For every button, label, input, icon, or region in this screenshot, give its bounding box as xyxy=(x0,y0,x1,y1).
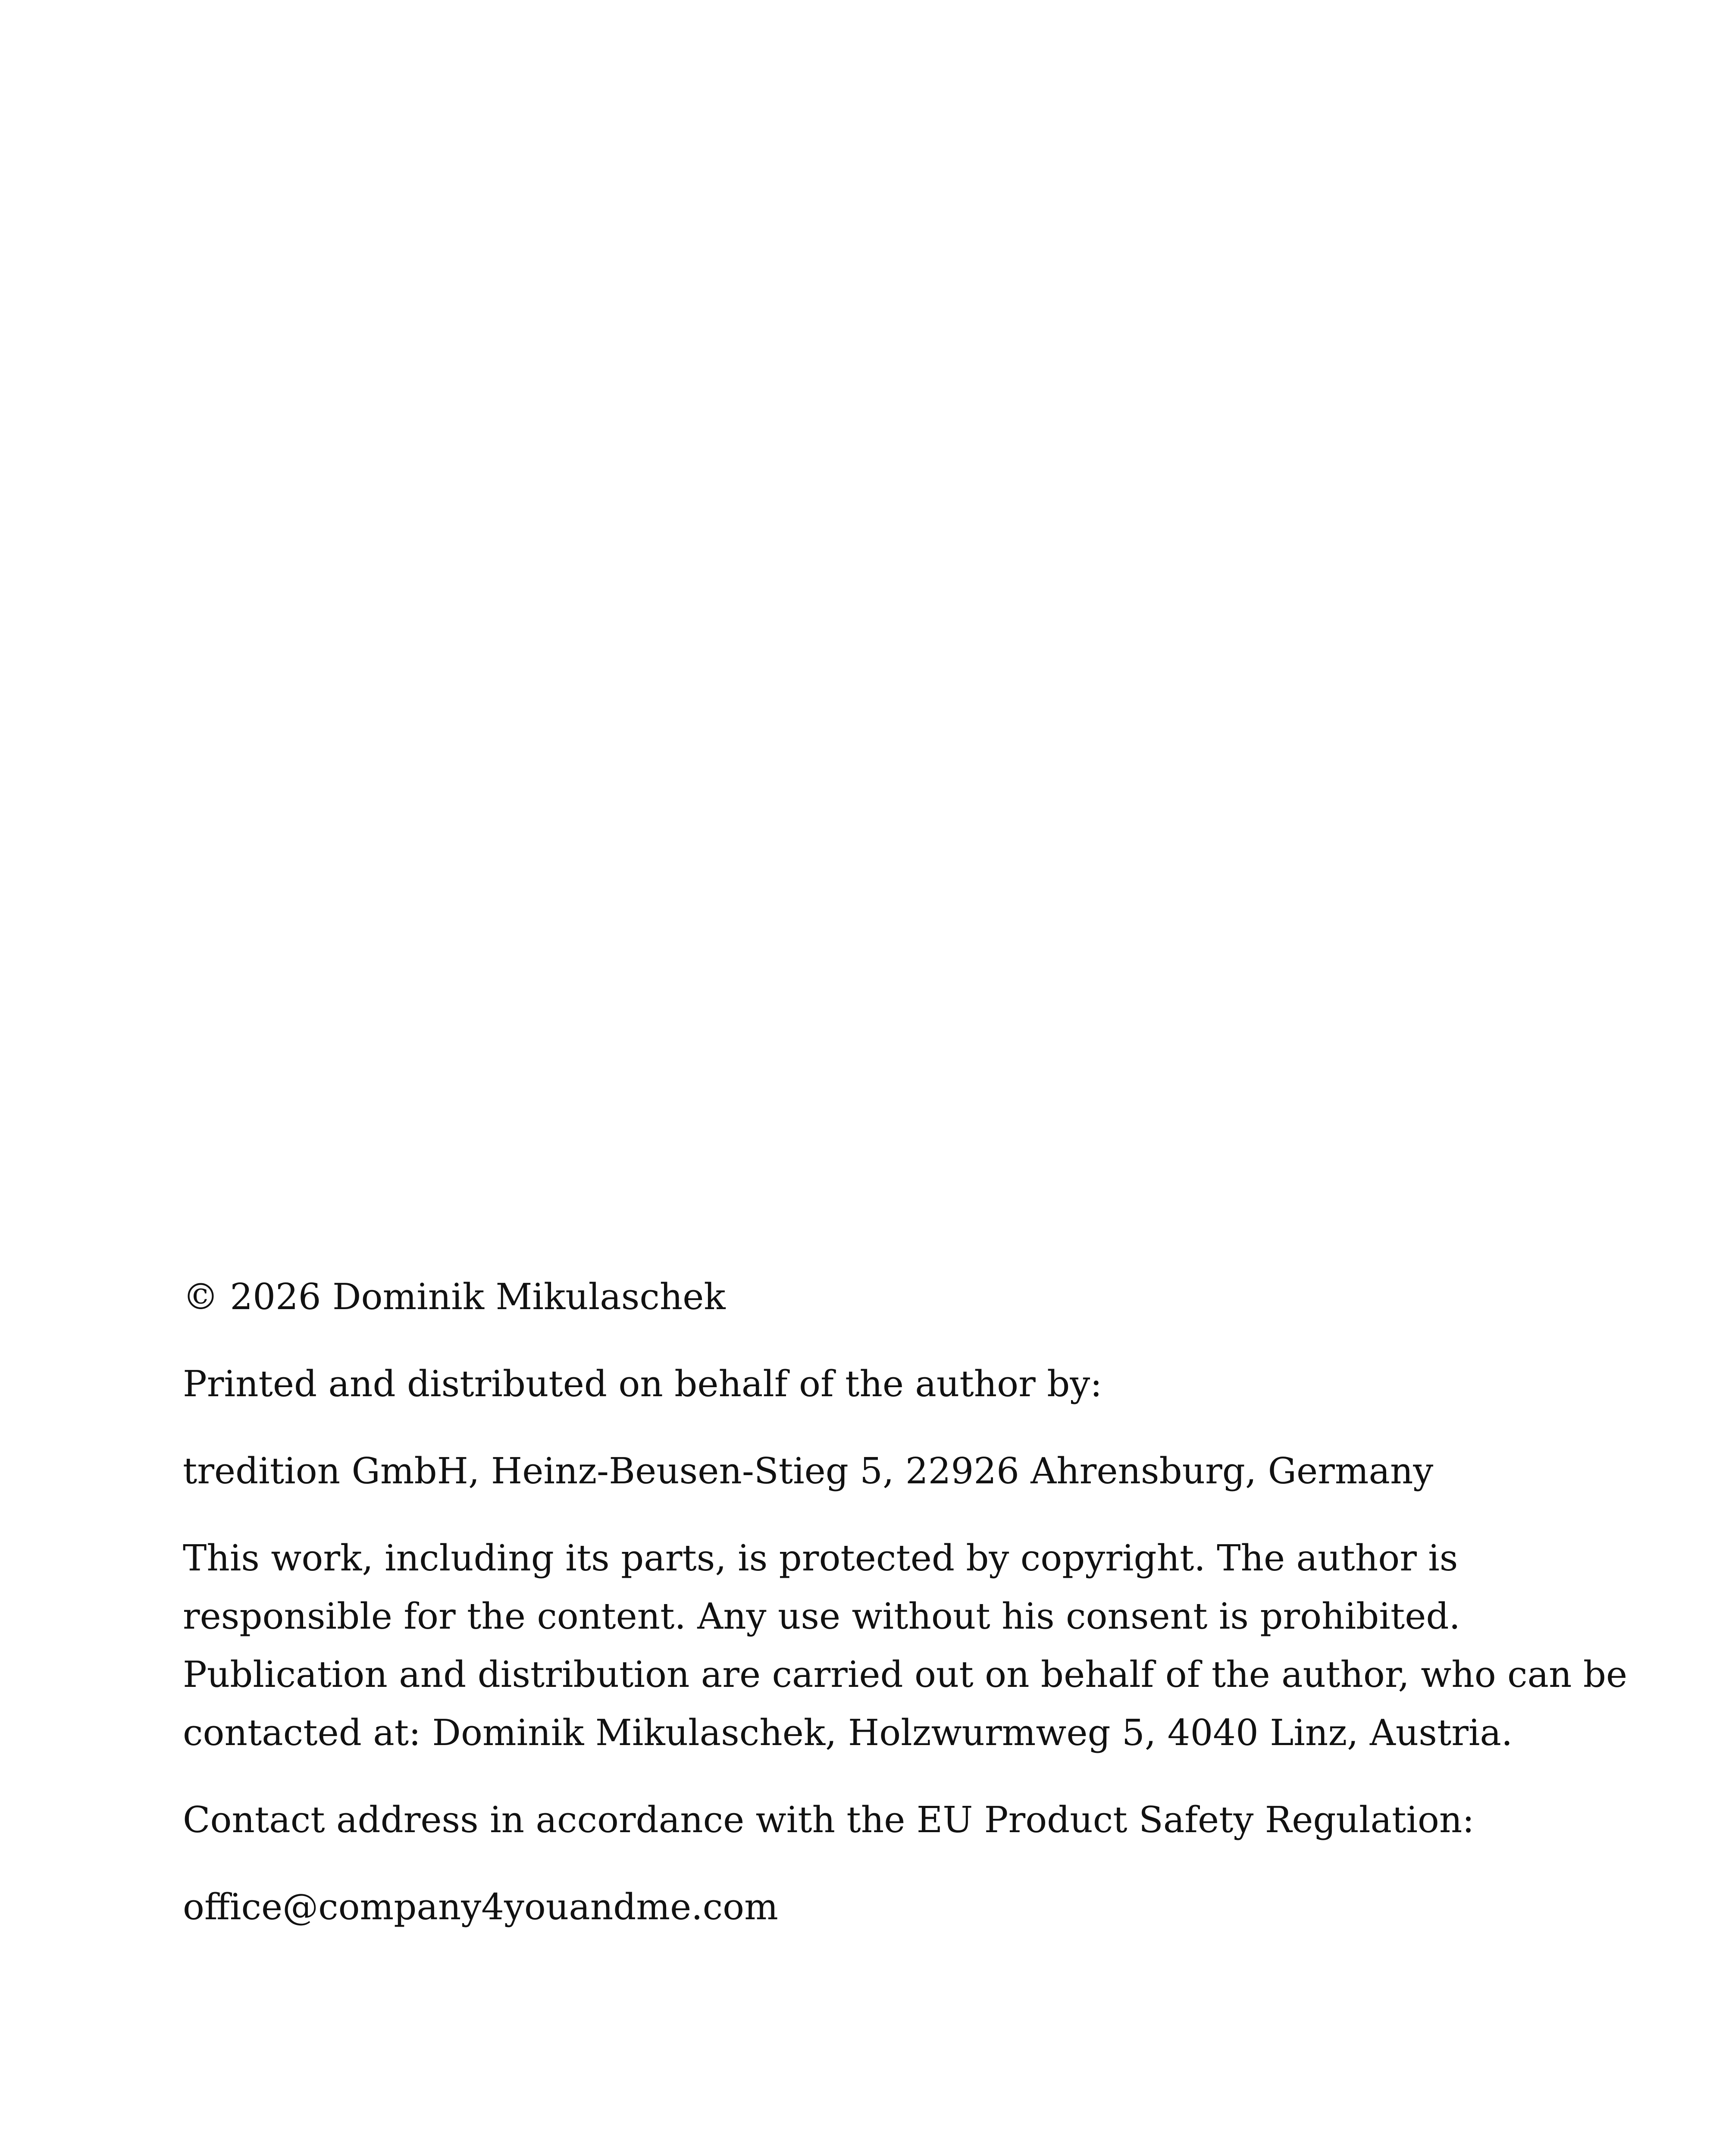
contact-heading: Contact address in accordance with the EU Product Safety Regulation: xyxy=(183,1799,1475,1841)
rights-notice-line: responsible for the content. Any use without his consent is prohibited. xyxy=(183,1595,1460,1637)
imprint-block xyxy=(183,1268,1628,1965)
copyright-line: © 2026 Dominik Mikulaschek xyxy=(183,1276,726,1318)
rights-notice-line: contacted at: Dominik Mikulaschek, Holzwurmweg 5, 4040 Linz, Austria. xyxy=(183,1712,1513,1754)
printed-by-line: Printed and distributed on behalf of the author by: xyxy=(183,1363,1102,1405)
publisher-address: tredition GmbH, Heinz-Beusen-Stieg 5, 22926 Ahrensburg, Germany xyxy=(183,1450,1434,1492)
rights-notice-line: This work, including its parts, is protected by copyright. The author is xyxy=(183,1537,1458,1579)
contact-email: office@company4youandme.com xyxy=(183,1886,778,1928)
rights-notice-line: Publication and distribution are carried out on behalf of the author, who can be xyxy=(183,1654,1628,1695)
rights-notice xyxy=(183,1529,1628,1762)
